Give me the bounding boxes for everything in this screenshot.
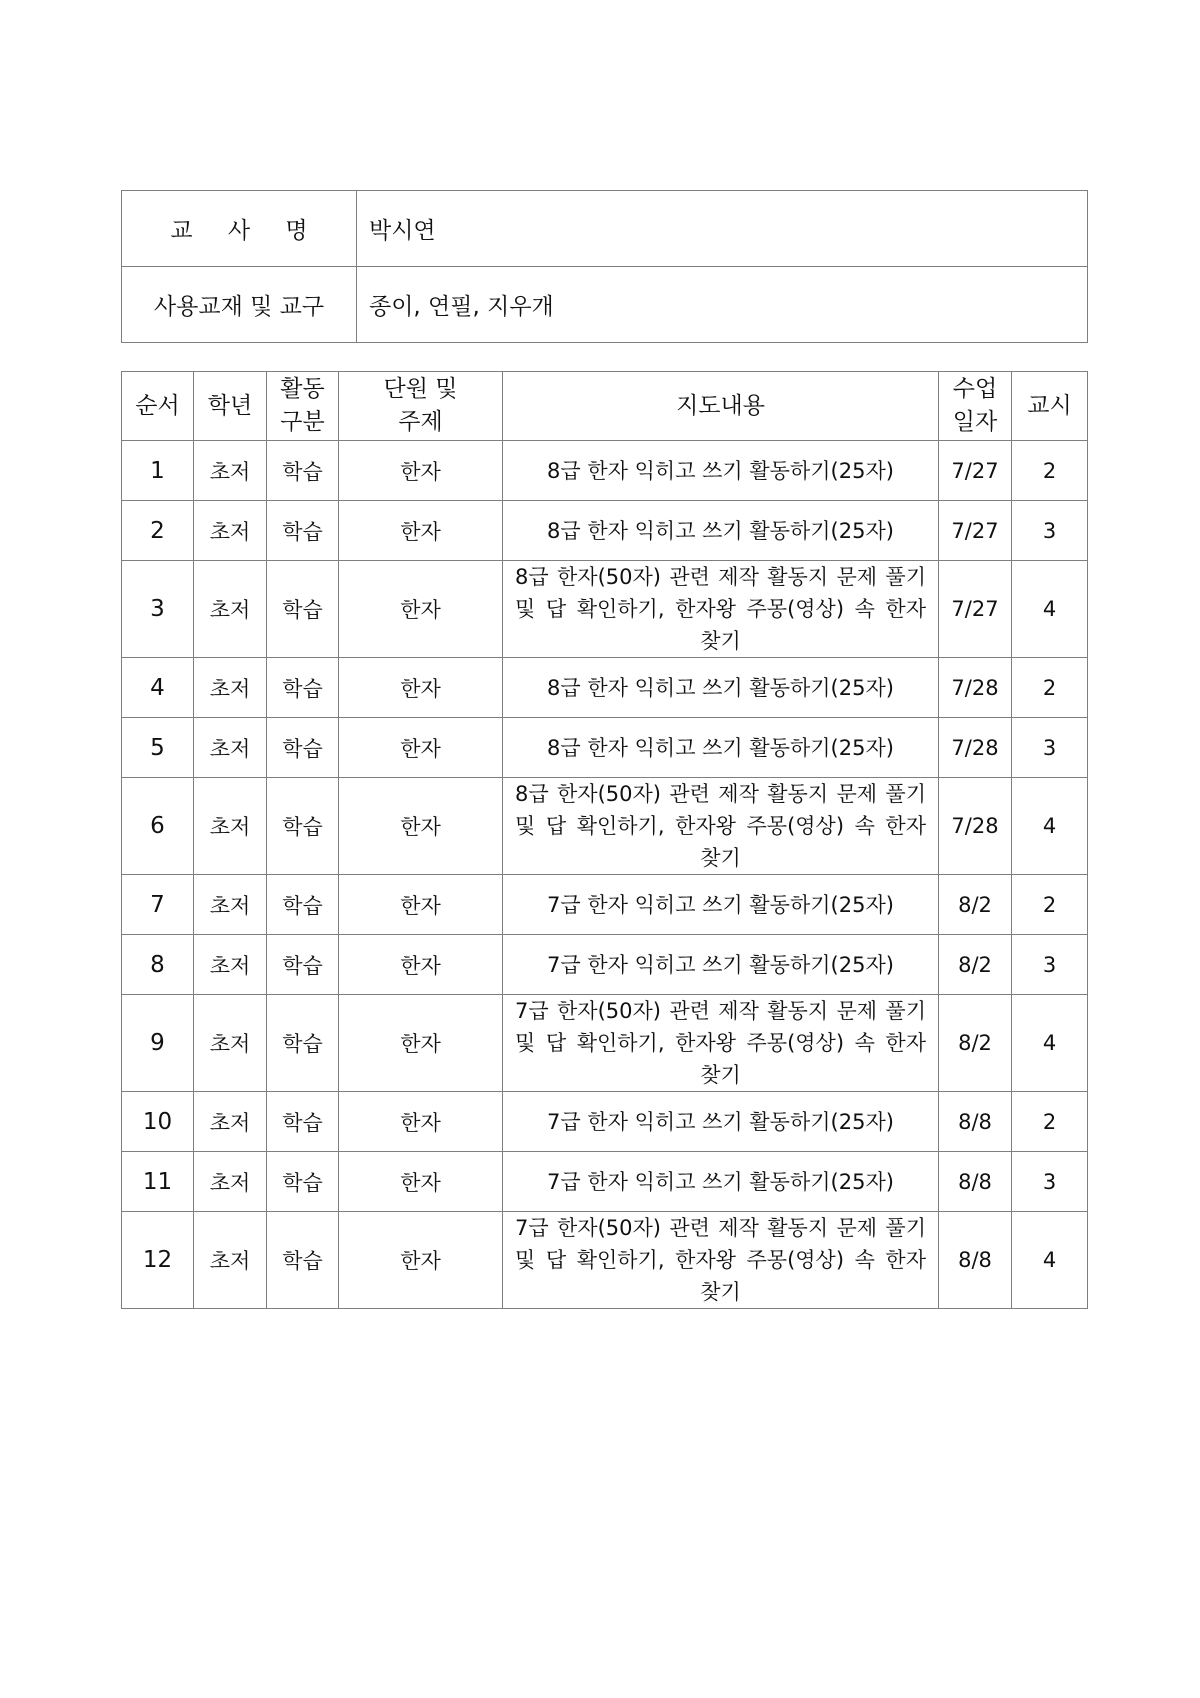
table-row	[122, 935, 1088, 995]
order-cell: 10	[122, 1092, 194, 1152]
header-date-line2: 일자	[952, 409, 998, 435]
date-cell: 7/27	[939, 441, 1012, 501]
content-cell: 7급 한자 익히고 쓰기 활동하기(25자)	[503, 1092, 939, 1152]
content-cell: 8급 한자 익히고 쓰기 활동하기(25자)	[503, 658, 939, 718]
grade-cell: 초저	[194, 561, 267, 658]
table-row	[122, 561, 1088, 658]
order-cell: 11	[122, 1152, 194, 1212]
header-grade: 학년	[194, 372, 267, 441]
period-cell: 2	[1012, 1092, 1088, 1152]
period-cell: 3	[1012, 501, 1088, 561]
activity-type-cell: 학습	[267, 995, 339, 1092]
table-row	[122, 1092, 1088, 1152]
order-cell: 8	[122, 935, 194, 995]
activity-type-cell: 학습	[267, 778, 339, 875]
order-cell: 1	[122, 441, 194, 501]
materials-row	[122, 267, 1088, 343]
materials-label: 사용교재 및 교구	[122, 267, 357, 343]
unit-topic-cell: 한자	[339, 441, 503, 501]
header-order: 순서	[122, 372, 194, 441]
order-cell: 4	[122, 658, 194, 718]
content-cell: 7급 한자(50자) 관련 제작 활동지 문제 풀기 및 답 확인하기, 한자왕 주몽(영상) 속 한자 찾기	[503, 995, 939, 1092]
content-cell: 8급 한자(50자) 관련 제작 활동지 문제 풀기 및 답 확인하기, 한자왕 주몽(영상) 속 한자 찾기	[503, 778, 939, 875]
table-row	[122, 718, 1088, 778]
unit-topic-cell: 한자	[339, 995, 503, 1092]
table-row	[122, 658, 1088, 718]
date-cell: 7/27	[939, 501, 1012, 561]
header-date	[939, 372, 1012, 441]
unit-topic-cell: 한자	[339, 778, 503, 875]
date-cell: 8/2	[939, 875, 1012, 935]
grade-cell: 초저	[194, 875, 267, 935]
table-row	[122, 1212, 1088, 1309]
period-cell: 4	[1012, 561, 1088, 658]
content-cell: 8급 한자 익히고 쓰기 활동하기(25자)	[503, 718, 939, 778]
table-row	[122, 778, 1088, 875]
header-activity-type	[267, 372, 339, 441]
date-cell: 7/28	[939, 658, 1012, 718]
header-unit-topic	[339, 372, 503, 441]
period-cell: 3	[1012, 718, 1088, 778]
header-content: 지도내용	[503, 372, 939, 441]
activity-type-cell: 학습	[267, 935, 339, 995]
period-cell: 4	[1012, 778, 1088, 875]
activity-type-cell: 학습	[267, 501, 339, 561]
date-cell: 7/27	[939, 561, 1012, 658]
order-cell: 2	[122, 501, 194, 561]
unit-topic-cell: 한자	[339, 658, 503, 718]
table-row	[122, 501, 1088, 561]
grade-cell: 초저	[194, 441, 267, 501]
teacher-label-cell	[122, 191, 357, 267]
unit-topic-cell: 한자	[339, 1152, 503, 1212]
header-unit-topic-line1: 단원 및	[383, 376, 458, 402]
period-cell: 3	[1012, 1152, 1088, 1212]
header-activity-type-line2: 구분	[280, 409, 325, 435]
grade-cell: 초저	[194, 1212, 267, 1309]
grade-cell: 초저	[194, 778, 267, 875]
activity-type-cell: 학습	[267, 658, 339, 718]
grade-cell: 초저	[194, 501, 267, 561]
activity-type-cell: 학습	[267, 441, 339, 501]
grade-cell: 초저	[194, 718, 267, 778]
content-cell: 8급 한자 익히고 쓰기 활동하기(25자)	[503, 441, 939, 501]
table-row	[122, 875, 1088, 935]
grade-cell: 초저	[194, 1092, 267, 1152]
header-unit-topic-line2: 주제	[398, 409, 443, 435]
date-cell: 8/2	[939, 935, 1012, 995]
order-cell: 7	[122, 875, 194, 935]
grade-cell: 초저	[194, 658, 267, 718]
order-cell: 9	[122, 995, 194, 1092]
unit-topic-cell: 한자	[339, 1092, 503, 1152]
unit-topic-cell: 한자	[339, 718, 503, 778]
content-cell: 8급 한자(50자) 관련 제작 활동지 문제 풀기 및 답 확인하기, 한자왕 주몽(영상) 속 한자 찾기	[503, 561, 939, 658]
content-cell: 7급 한자 익히고 쓰기 활동하기(25자)	[503, 935, 939, 995]
unit-topic-cell: 한자	[339, 561, 503, 658]
header-activity-type-line1: 활동	[280, 376, 325, 402]
teacher-label: 교 사 명	[170, 218, 322, 244]
table-header-row	[122, 372, 1088, 441]
activity-type-cell: 학습	[267, 561, 339, 658]
activity-type-cell: 학습	[267, 1152, 339, 1212]
activity-type-cell: 학습	[267, 875, 339, 935]
order-cell: 6	[122, 778, 194, 875]
unit-topic-cell: 한자	[339, 935, 503, 995]
period-cell: 2	[1012, 658, 1088, 718]
content-cell: 7급 한자 익히고 쓰기 활동하기(25자)	[503, 875, 939, 935]
date-cell: 7/28	[939, 718, 1012, 778]
activity-type-cell: 학습	[267, 1092, 339, 1152]
period-cell: 3	[1012, 935, 1088, 995]
unit-topic-cell: 한자	[339, 501, 503, 561]
materials-value: 종이, 연필, 지우개	[357, 267, 1088, 343]
grade-cell: 초저	[194, 995, 267, 1092]
period-cell: 2	[1012, 441, 1088, 501]
date-cell: 8/2	[939, 995, 1012, 1092]
header-date-line1: 수업	[952, 376, 998, 402]
teacher-info-table	[121, 190, 1088, 343]
activity-type-cell: 학습	[267, 1212, 339, 1309]
lesson-schedule-table	[121, 371, 1088, 1309]
header-period: 교시	[1012, 372, 1088, 441]
date-cell: 8/8	[939, 1212, 1012, 1309]
order-cell: 3	[122, 561, 194, 658]
period-cell: 4	[1012, 995, 1088, 1092]
content-cell: 7급 한자(50자) 관련 제작 활동지 문제 풀기 및 답 확인하기, 한자왕 주몽(영상) 속 한자 찾기	[503, 1212, 939, 1309]
table-row	[122, 441, 1088, 501]
unit-topic-cell: 한자	[339, 1212, 503, 1309]
teacher-row	[122, 191, 1088, 267]
date-cell: 8/8	[939, 1092, 1012, 1152]
order-cell: 12	[122, 1212, 194, 1309]
period-cell: 2	[1012, 875, 1088, 935]
teacher-name: 박시연	[357, 191, 1088, 267]
grade-cell: 초저	[194, 935, 267, 995]
unit-topic-cell: 한자	[339, 875, 503, 935]
content-cell: 7급 한자 익히고 쓰기 활동하기(25자)	[503, 1152, 939, 1212]
content-cell: 8급 한자 익히고 쓰기 활동하기(25자)	[503, 501, 939, 561]
date-cell: 8/8	[939, 1152, 1012, 1212]
period-cell: 4	[1012, 1212, 1088, 1309]
order-cell: 5	[122, 718, 194, 778]
activity-type-cell: 학습	[267, 718, 339, 778]
grade-cell: 초저	[194, 1152, 267, 1212]
date-cell: 7/28	[939, 778, 1012, 875]
table-row	[122, 995, 1088, 1092]
table-row	[122, 1152, 1088, 1212]
